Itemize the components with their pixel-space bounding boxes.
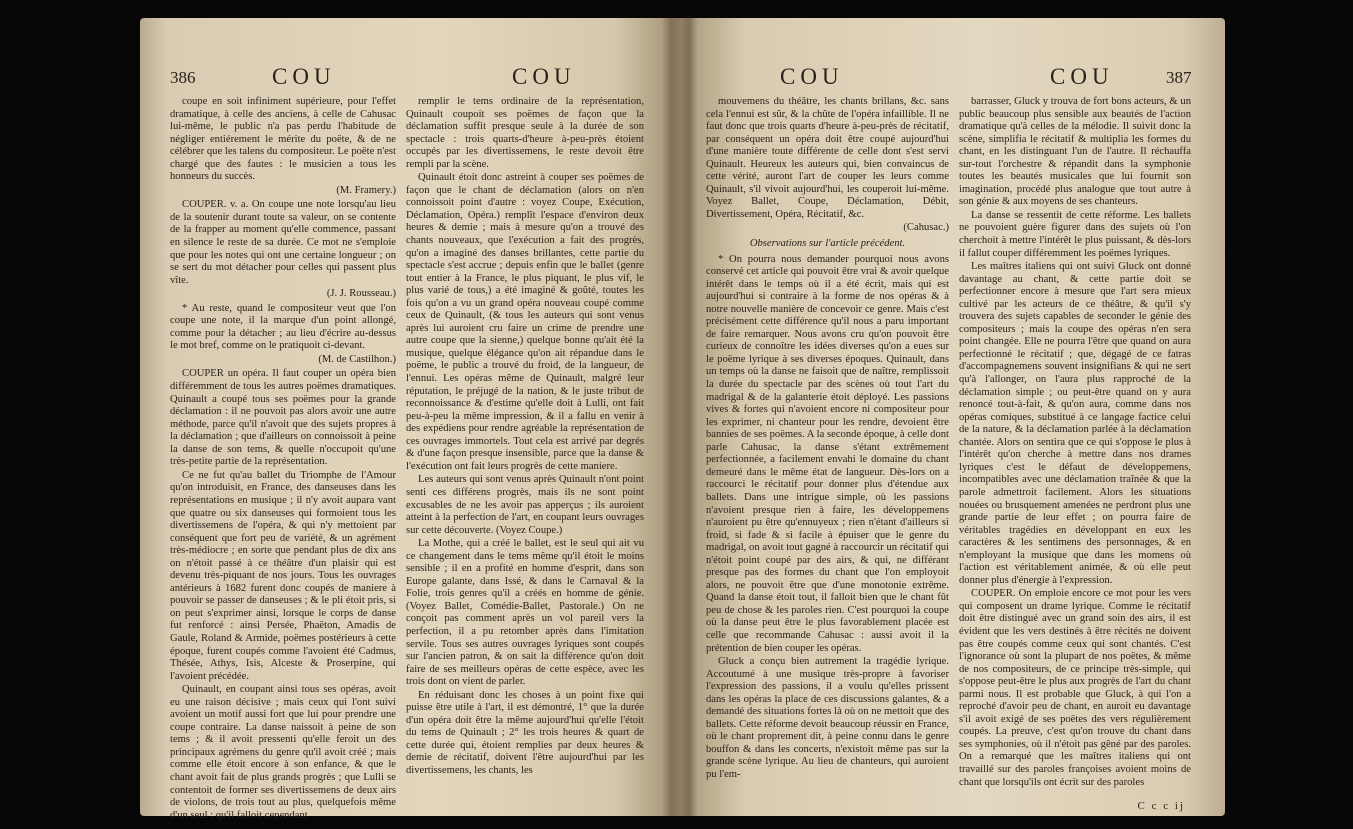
paragraph: Les maîtres italiens qui ont suivi Gluck ont donné davantage au chant, & cette partie doit se perfectionner encore à mesure que l'art sera mieux cultivé par les acteurs de ce théâtre, & qu'il s'y trouvera des sujets capables de seconder le génie des compositeurs ; mais la coupe des opéras n'en sera point changée. Elle ne pourra l'être que quand on aura perfectionné le récitatif ; que, dégagé de ce fatras d'accompagnemens souvent insignifians & qui ne sert qu'à l'allonger, on l'aura plus rapproché de la déclamation simple ; ou peut-être quand on y aura renoncé tout-à-fait, & qu'on aura, comme dans nos opéras comiques, substitué à ce langage factice celui de la nature, & la déclamation parlée à la déclamation chantée. Alors on sentira que ce qui s'oppose le plus à l'intérêt qu'on cherche à mettre dans nos drames lyriques c'est le défaut de développemens, incompatibles avec une déclamation traînée & que la parole admettroit facilement. Alors les situations nouées ou brusquement amenées ne perdront plus une grande partie de leur effet ; on pourra faire de véritables tragédies en développant en eux les caractères & les sentimens des personnages, & en n'employant la musique que dans les momens où l'action est véritablement animée, & où elle peut donner plus d'énergie à l'expression. [959, 261, 1191, 586]
running-head: COU [512, 64, 576, 89]
paragraph: COUPER. On emploie encore ce mot pour les vers qui composent un drame lyrique. Comme le récitatif doit être distingué avec un grand soin des airs, il est évident que les vers destinés à être récités ne doivent pas être coupés comme ceux qui sont chantés. C'est l'ignorance où sont la plupart de nos poëtes, & même de nos compositeurs, de ce principe très-simple, qui s'oppose peut-être le plus aux progrès de l'art du chant parmi nous. Il est probable que Gluck, à qui l'on a reproché d'avoir peu de chant, en auroit eu davantage s'il avoit exigé de ses poëtes des vers régulièrement coupés. La preuve, c'est qu'on trouve du chant dans ses symphonies, où il n'étoit pas gêné par des paroles. On a remarqué que les maîtres italiens qui ont travaillé sur des paroles françoises avoient moins de chant que lorsqu'ils ont écrit sur des paroles [959, 588, 1191, 788]
paragraph: Observations sur l'article précédent. [749, 238, 906, 250]
paragraph: mouvemens du théâtre, les chants brillans, &c. sans cela l'ennui est sûr, & la chûte de l'opéra infaillible. Il ne faut donc que trois quarts d'heure à-peu-près de récitatif, par conséquent un opéra doit être coupé aujourd'hui d'une manière toute différente de celle dont s'est servi Quinault. Heureux les auteurs qui, bien convaincus de cette vérité, auront l'art de couper les leurs comme Quinault, s'il vivoit aujourd'hui, les couperoit lui-même. Voyez Ballet, Coupe, Déclamation, Débit, Divertissement, Opéra, Récitatif, &c. [706, 96, 949, 220]
signature-mark: C c c ij [1137, 800, 1185, 812]
paragraph: (M. de Castilhon.) [318, 353, 396, 365]
paragraph: (Cahusac.) [903, 222, 949, 234]
text-column [406, 96, 644, 802]
gutter-shadow [662, 18, 680, 816]
paragraph: barrasser, Gluck y trouva de fort bons acteurs, & un public beaucoup plus sensible aux beautés de l'action dramatique qu'à celles de la mélodie. Il suivit donc la scène, simplifia le récitatif & multiplia les formes du chant, en les distinguant l'un de l'autre. Il réchauffa sur-tout l'orchestre & répandit dans la symphonie toutes les beautés musicales que lui fournit son imagination, procédé plus analogue que tout autre à son génie & aux moyens de ses chanteurs. [959, 96, 1191, 208]
paragraph: * Au reste, quand le compositeur veut que l'on coupe une note, il la marque d'un point allongé, comme pour la détacher ; au lieu d'écrire au-dessus le mot bref, comme on le pratiquoit ci-devant. [170, 302, 396, 352]
paragraph: La Mothe, qui a créé le ballet, est le seul qui ait vu ce changement dans le tems même qu'il étoit le moins sensible ; il en a profité en homme d'esprit, dans son Europe galante, dans Issé, & dans le Carnaval & la Folie, trois genres qu'il a créés en homme de génie. (Voyez Ballet, Comédie-Ballet, Pastorale.) On ne conçoit pas comment après un vol pareil vers la perfection, il a pu retomber après dans l'imitation servile. Tous ses autres ouvrages lyriques sont coupés sur l'ancien patron, & on sait la différence qu'on doit faire de ses meilleurs opéras de cette espèce, avec les trois dont on vient de parler. [406, 538, 644, 688]
paragraph: Quinault, en coupant ainsi tous ses opéras, avoit eu une raison décisive ; mais ceux qui l'ont suivi avoient un motif aussi fort que lui pour prendre une coupe contraire. La danse naissoit à peine de son tems ; & il avoit pressenti qu'elle feroit un des principaux agrémens du genre qu'il avoit créé ; mais comme elle étoit encore à son enfance, & que le chant avoit fait de plus grands progrès ; que Lulli se contentoit de former ses divertissemens de deux airs de violons, de trois tout au plus, quelquefois même d'un seul ; qu'il falloit cependant [170, 684, 396, 821]
gutter-shadow [680, 18, 698, 816]
paragraph: (M. Framery.) [336, 184, 396, 196]
paragraph: Quinault étoit donc astreint à couper ses poëmes de façon que le chant de déclamation (alors on n'en connoissoit point d'autre : voyez Coupe, Exécution, Déclamation, Opéra.) remplît l'espace d'environ deux heures & demie ; mais à mesure qu'on a trouvé des chants nouveaux, que l'exécution a fait des progrès, qu'on a imaginé des danses brillantes, cette partie du spectacle s'est accrue ; depuis enfin que le ballet (genre tout entier à la France, le plus piquant, le plus vif, le plus varié de tous,) a été imaginé & goûté, toutes les fois qu'on a vu un grand opéra nouveau coupé comme ceux de Quinault, (& tous les auteurs qui sont venus après lui auroient cru faire un crime de prendre une autre coupe que la sienne,) quelque bonne qu'ait été la musique, quelque élégance qu'on ait répandue dans le poëme, le public a trouvé du froid, de la langueur, de l'ennui. Les opéras même de Quinault, malgré leur réputation, le préjugé de la nation, & le juste tribut de reconnoissance & d'estime qu'elle doit à Lulli, ont fait peu-à-peu la même impression, & il a fallu en venir à des expédiens pour rendre agréable la représentation de ces ouvrages immortels. Tout cela est arrivé par degrés & d'une façon presque insensible, parce que la danse & l'exécution ont fait leurs progrès de cette maniere. [406, 172, 644, 472]
open-book [140, 18, 1225, 821]
paragraph: Ce ne fut qu'au ballet du Triomphe de l'Amour qu'on introduisit, en France, des danseuses dans les représentations en musique ; il n'y avoit aupara vant que quatre ou six danseuses qui formoient tous les divertissemens de l'opéra, & qui n'y mettoient par conséquent que fort peu de variété, & un agrément très-médiocre ; en sorte que pendant plus de dix ans on n'étoit passé à ce théâtre d'un plaisir qui est devenu très-piquant de nos jours. Tous les ouvrages antérieurs à 1682 furent donc coupés de maniere à pouvoir se passer de danseuses ; & le pli étoit pris, si on peut s'exprimer ainsi, lorsque le corps de danse fut renforcé : ainsi Persée, Phaëton, Amadis de Gaule, Roland & Armide, poëmes postérieurs à cette époque, furent coupés comme l'avoient été Cadmus, Thésée, Athys, Isis, Alceste & Proserpine, qui l'avoient précédée. [170, 469, 396, 682]
paragraph: La danse se ressentit de cette réforme. Les ballets ne pouvoient guère figurer dans des sujets où l'on cherchoit à mettre l'intérêt le plus puissant, & dès-lors il fallut couper différemment les poëmes lyriques. [959, 209, 1191, 259]
running-head: COU [1050, 64, 1114, 89]
page-number: 386 [170, 68, 196, 87]
text-column [959, 96, 1191, 802]
left-page [140, 18, 680, 821]
paragraph: Gluck a conçu bien autrement la tragédie lyrique. Accoutumé à une musique très-propre à favoriser l'expression des passions, il a voulu qu'elles prissent dans les opéras la place de ces discussions galantes, & a demandé des situations fortes là où on ne mettoit que des ballets. Cette réforme devoit beaucoup réussir en France, où le chant proprement dit, à peine connu dans le genre bouffon & dans les concerts, n'existoit même pas sur la grande scène lyrique. Au lieu de chanteurs, qui auroient pu l'em- [706, 656, 949, 780]
paragraph: COUPER. v. a. On coupe une note lorsqu'au lieu de la soutenir durant toute sa valeur, on se contente de la frapper au moment qu'elle commence, passant en silence le reste de sa durée. Ce mot ne s'emploie que pour les notes qui ont une certaine longueur ; on se sert du mot détacher pour celles qui passent plus vîte. [170, 199, 396, 286]
paragraph: remplir le tems ordinaire de la représentation, Quinault coupoit ses poëmes de façon que la déclamation suffit presque seule à la durée de son spectacle : trois quarts-d'heure à-peu-près étoient occupés par les divertissemens, le reste devoit être rempli par la scène. [406, 96, 644, 170]
text-column [706, 96, 949, 802]
paragraph: * On pourra nous demander pourquoi nous avons conservé cet article qui pouvoit être vrai & avoir quelque intérêt dans le temps où il a été écrit, mais qui est aujourd'hui si contraire à la forme de nos opéras & à notre nouvelle manière de concevoir ce genre. Mais c'est précisément cette différence qu'il nous a paru important de faire remarquer. Nous avons cru qu'on pouvoit être curieux de connoître les idées diverses qu'on a eues sur le poëme lyrique à ses diverses époques. Quinault, dans un temps où la danse ne faisoit que de naître, remplissoit la durée du spectacle par des scènes où tout l'art du madrigal & de la galanterie étoit déployé. Les passions vives & fortes qui n'avoient encore ni compositeur pour les exprimer, ni chanteur pour les rendre, devoient être bannies de ses poëmes. A la seconde époque, à celle dont parle Cahusac, la danse s'étant extrêmement perfectionnée, a facilement envahi le domaine du chant demeuré dans le même état de langueur. Dès-lors on a raccourci le récitatif pour donner plus d'étendue aux ballets. Dans une intrigue simple, où les passions n'avoient presque rien à faire, les développemens n'auroient pu être qu'ennuyeux ; rien n'étant d'ailleurs si froid, si fade & si facile à épuiser que le genre du madrigal, on avoit tout gagné à raccourcir un récitatif qui n'étoit point coupé par des airs, & qui, ne différant presque pas des formes du chant que l'on employoit alors, ne pouvoit être que d'une monotonie extrême. Quand la danse étoit tout, il falloit bien que le chant fût peu de chose & les paroles rien. C'est pourquoi la coupe où la danse peut être le plus favorablement placée est celle que recommande Cahusac : aussi avoit il la prétention de bien couper les opéras. [706, 253, 949, 654]
running-head: COU [780, 64, 844, 89]
right-page [680, 18, 1225, 816]
running-head: COU [272, 64, 336, 89]
paragraph: COUPER un opéra. Il faut couper un opéra bien différemment de tous les autres poëmes dramatiques. Quinault a coupé tous ses poëmes pour la grande déclamation : il ne pouvoit pas alors avoir une autre méthode, parce qu'il n'avoit que des sujets propres à la déclamation ; que d'ailleurs on connoissoit à peine la danse de son tems, & quelle n'occupoit qu'une très-petite partie de la représentation. [170, 368, 396, 468]
left-page-header [140, 64, 680, 94]
paragraph: (J. J. Rousseau.) [326, 288, 396, 300]
paragraph: En réduisant donc les choses à un point fixe qui puisse être utile à l'art, il est démontré, 1° que la durée d'un opéra doit être la même aujourd'hui qu'elle l'étoit du tems de Quinault ; 2° les trois heures & quart de cette durée qui, étoient remplies par deux heures & demie de récitatif, doivent l'être aujourd'hui par les divertissemens, les chants, les [406, 689, 644, 776]
page-number: 387 [1166, 68, 1192, 87]
paragraph: coupe en soit infiniment supérieure, pour l'effet dramatique, à celle des anciens, à celle de Cahusac lui-même, le public n'a pas perdu l'habitude de négliger entiérement le mérite du poëte, & de ne célébrer que les talens du compositeur. Le poëte n'est chargé que des fautes : le musicien a tous les honneurs du succès. [170, 96, 396, 183]
paragraph: Les auteurs qui sont venus après Quinault n'ont point senti ces différens progrès, mais ils ne sont point excusables de ne les avoir pas apperçus ; ils auroient atteint à la perfection de l'art, en coupant leurs ouvrages sur cette découverte. (Voyez Coupe.) [406, 474, 644, 536]
right-page-header [680, 64, 1225, 94]
text-column [170, 96, 396, 821]
